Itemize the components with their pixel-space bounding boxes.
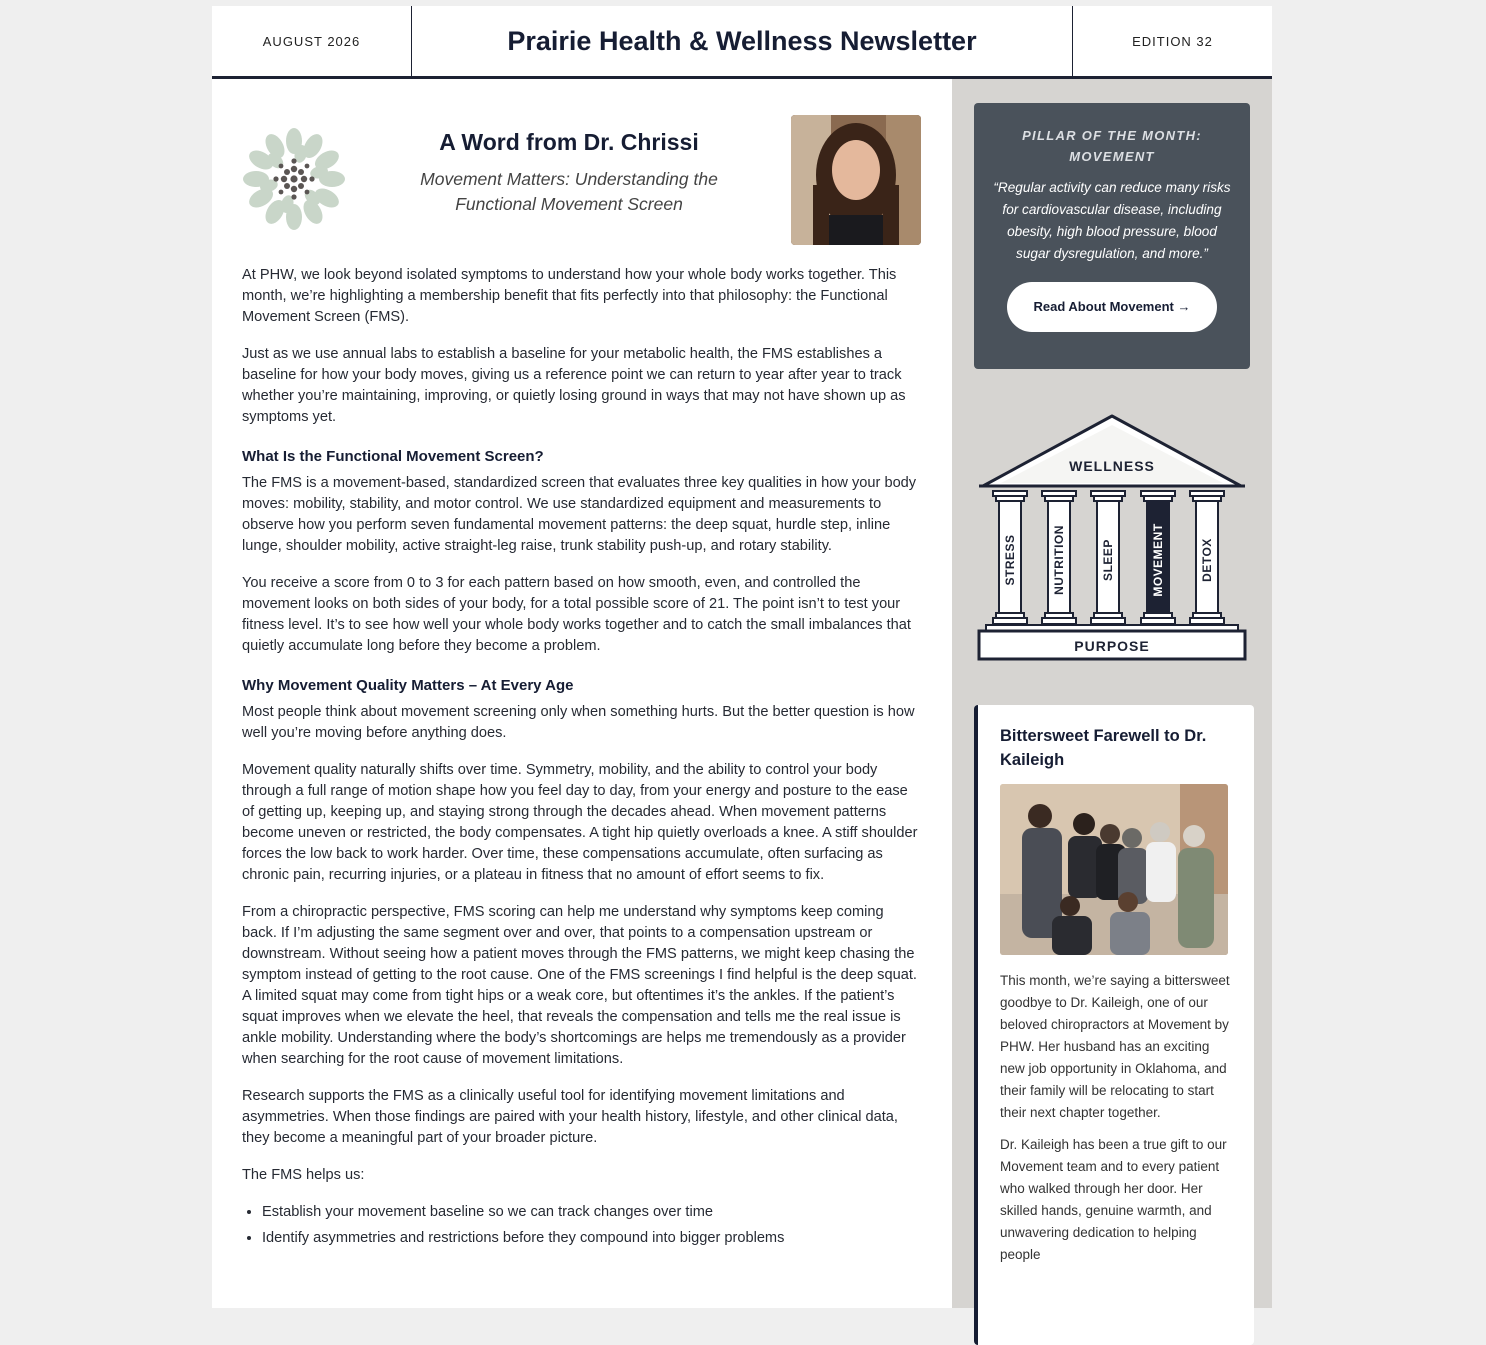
paragraph: Research supports the FMS as a clinically useful tool for identifying movement limitations and asymmetries. When those findings are paired with your health history, lifestyle, and other clinical data, they become a meaningful part of your broader picture. [242, 1088, 898, 1146]
team-photo [1000, 784, 1228, 955]
farewell-paragraph: This month, we’re saying a bittersweet goodbye to Dr. Kaileigh, one of our beloved chiropractors at Movement by PHW. Her husband has an exciting new job opportunity in Oklahoma, and their family will be relocating to start their next chapter together. [1000, 973, 1230, 1120]
benefits-list [242, 1202, 922, 1249]
section-heading: What Is the Functional Movement Screen? [242, 448, 544, 465]
pillar-plinth [1141, 618, 1175, 624]
paragraph: The FMS is a movement-based, standardized screen that evaluates three key qualities in how your body moves: mobility, stability, and motor control. We use standardized equipment and measurements to observe how you perform seven fundamental movement patterns: the deep squat, hurdle step, inline lunge, shoulder mobility, active straight-leg raise, trunk stability push-up, and rotary stability. [242, 475, 917, 554]
article-title: A Word from Dr. Chrissi [439, 129, 699, 155]
article-subtitle: Movement Matters: Understanding the Functional Movement Screen [420, 169, 718, 214]
pillar-plinth [993, 618, 1027, 624]
paragraph: Most people think about movement screening only when something hurts. But the better question is how well you’re moving before anything does. [242, 704, 915, 741]
farewell-title: Bittersweet Farewell to Dr. Kaileigh [1000, 727, 1207, 769]
article-intro [242, 115, 922, 265]
pillar-label: STRESS [1003, 534, 1017, 586]
paragraph: From a chiropractic perspective, FMS scoring can help me understand why symptoms keep coming back. If I’m adjusting the same segment over and over, that points to a compensation upstream or downstream. Without seeing how a patient moves through the FMS patterns, we might keep chasing the symptom instead of getting to the root cause. One of the FMS screenings I find helpful is the deep squat. A limited squat may come from tight hips or a weak core, but oftentimes it’s the ankles. If the patient’s squat improves when we elevate the heel, that reveals the compensation and tells me the real issue is ankle mobility. Understanding where the body’s shortcomings are helps me tremendously as a provider when searching for the root cause of movement limitations. [242, 904, 917, 1067]
issue-date: AUGUST 2026 [212, 6, 412, 76]
roof-inner [1001, 425, 1223, 483]
pillar-of-month-card [974, 103, 1250, 369]
pillar-label: MOVEMENT [1151, 523, 1165, 597]
newsletter-header [212, 6, 1272, 79]
pillar-title: PILLAR OF THE MONTH: MOVEMENT [1022, 128, 1202, 164]
newsletter-title: Prairie Health & Wellness Newsletter [412, 6, 1073, 76]
paragraph: Just as we use annual labs to establish a baseline for your metabolic health, the FMS establishes a baseline for how your body moves, giving us a reference point we can return to year after year to track whether you’re maintaining, improving, or quietly losing ground in ways that may not have shown up as symptoms yet. [242, 346, 906, 425]
farewell-paragraph: Dr. Kaileigh has been a true gift to our Movement team and to every patient who walked through her door. Her skilled hands, genuine warmth, and unwavering dedication to helping people [1000, 1137, 1227, 1262]
article-body [242, 265, 922, 1249]
pillar-label: NUTRITION [1052, 525, 1066, 595]
paragraph: Movement quality naturally shifts over time. Symmetry, mobility, and the ability to control your body through a full range of motion shape how you feel day to day, from your energy and posture to the ease of getting up, keeping up, and staying strong through the decades ahead. When movement patterns become uneven or restricted, the body compensates. A tight hip quietly overloads a knee. A stiff shoulder forces the low back to work harder. Over time, these compensations accumulate, often surfacing as chronic pain, recurring injuries, or a plateau in fitness that no amount of effort seems to fix. [242, 762, 918, 883]
paragraph: The FMS helps us: [242, 1167, 365, 1183]
roof-label: WELLNESS [1069, 458, 1155, 474]
pillar-plinth [1091, 618, 1125, 624]
paragraph: At PHW, we look beyond isolated symptoms to understand how your whole body works together. This month, we’re highlighting a membership benefit that fits perfectly into that philosophy: the Functional Movement Screen (FMS). [242, 267, 897, 325]
list-item: • Identify asymmetries and restrictions before they compound into bigger problems [262, 1228, 922, 1249]
pillar-plinth [1190, 618, 1224, 624]
author-portrait [791, 115, 921, 245]
section-heading: Why Movement Quality Matters – At Every Age [242, 677, 574, 694]
sidebar [952, 79, 1272, 1308]
pillar-label: SLEEP [1101, 539, 1115, 581]
pillar-group [993, 491, 1224, 624]
newsletter-page [212, 6, 1272, 1308]
base-label: PURPOSE [1074, 638, 1150, 654]
pillar-label: DETOX [1200, 538, 1214, 582]
wellness-pillars-diagram [977, 413, 1247, 663]
read-about-movement-button[interactable]: Read About Movement → [1007, 282, 1217, 332]
list-item: • Establish your movement baseline so we can track changes over time [262, 1202, 922, 1223]
pillar-plinth [1042, 618, 1076, 624]
main-article [242, 115, 922, 1254]
farewell-card [974, 705, 1254, 1345]
pillar-quote: “Regular activity can reduce many risks for cardiovascular disease, including obesity, high blood pressure, blood sugar dysregulation, and more.” [993, 180, 1231, 261]
paragraph: You receive a score from 0 to 3 for each pattern based on how smooth, even, and controlled the movement looks on both sides of your body, for a total possible score of 21. The point isn’t to test your fitness level. It’s to see how well your whole body works together and to catch the small imbalances that quietly accumulate long before they become a problem. [242, 575, 911, 654]
flower-logo-icon [242, 127, 346, 231]
edition-number: EDITION 32 [1132, 33, 1213, 49]
